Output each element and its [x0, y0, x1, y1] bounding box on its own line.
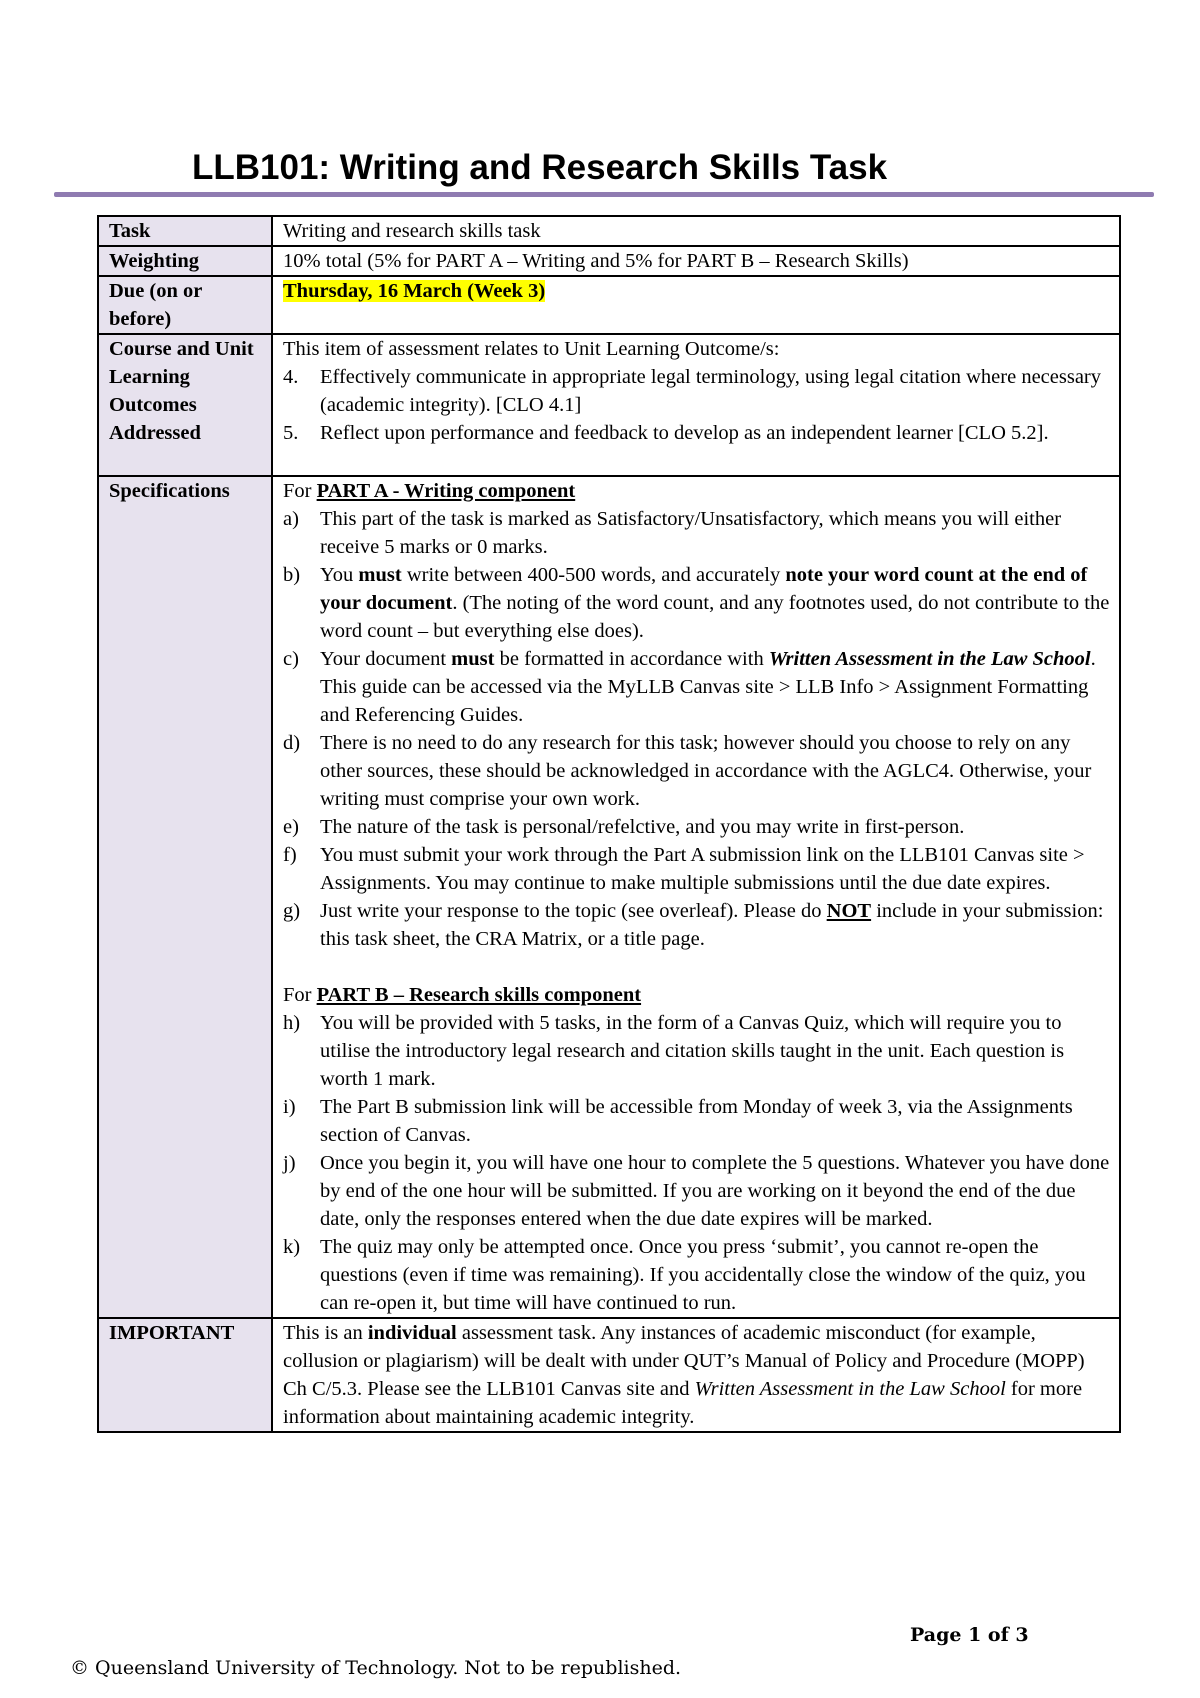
heading-text: PART B – Research skills component	[316, 984, 642, 1006]
table-row-task	[98, 216, 1120, 246]
table-row-weighting	[98, 246, 1120, 276]
heading-text: PART A - Writing component	[316, 480, 576, 502]
list-marker: d)	[283, 732, 301, 754]
page-total: 3	[1015, 1624, 1029, 1646]
list-marker: k)	[283, 1236, 301, 1258]
text-run: You	[320, 564, 359, 586]
spacer	[283, 953, 1111, 981]
list-item	[283, 419, 1111, 447]
text-run: . This guide can be accessed via the MyLLB Canvas site > LLB Info > Assignment Formatting and Referencing Guides.	[320, 648, 1096, 726]
heading-prefix: For	[283, 480, 317, 502]
page-prefix: Page	[910, 1624, 969, 1646]
heading-prefix: For	[283, 984, 317, 1006]
spacer	[283, 447, 1111, 475]
list-item	[283, 1009, 1111, 1093]
text-run: . (The noting of the word count, and any footnotes used, do not contribute to the word count – but everything else does).	[320, 592, 1110, 642]
row-value-outcomes	[272, 334, 1120, 476]
list-item	[283, 505, 1111, 561]
row-label-specifications: Specifications	[98, 476, 272, 1318]
list-marker: i)	[283, 1096, 296, 1118]
table-row-due	[98, 276, 1120, 334]
list-marker: h)	[283, 1012, 301, 1034]
list-item	[283, 561, 1111, 645]
list-item	[283, 897, 1111, 953]
list-text: There is no need to do any research for this task; however should you choose to rely on any other sources, these should be acknowledged in accordance with the AGLC4. Otherwise, your writing must comprise your own work.	[320, 732, 1092, 810]
title-divider	[54, 192, 1154, 197]
list-item	[283, 813, 1111, 841]
bold-run: individual	[367, 1322, 457, 1344]
row-label-weighting: Weighting	[98, 246, 272, 276]
text-run: write between 400-500 words, and accurately	[401, 564, 786, 586]
row-label-due: Due (on or before)	[98, 276, 272, 334]
list-marker: 4.	[283, 366, 299, 388]
list-marker: j)	[283, 1152, 296, 1174]
list-marker: c)	[283, 648, 299, 670]
page-current: 1	[968, 1624, 982, 1646]
list-item	[283, 729, 1111, 813]
list-item	[283, 645, 1111, 729]
list-marker: g)	[283, 900, 301, 922]
bold-underline-run: NOT	[826, 900, 872, 922]
list-text: The nature of the task is personal/refelctive, and you may write in first-person.	[320, 816, 965, 838]
page-of: of	[981, 1624, 1016, 1646]
list-marker: e)	[283, 816, 299, 838]
list-item	[283, 363, 1111, 419]
list-text: The Part B submission link will be accessible from Monday of week 3, via the Assignments section of Canvas.	[320, 1096, 1073, 1146]
list-text: You must submit your work through the Part A submission link on the LLB101 Canvas site > Assignments. You may continue to make multiple submissions until the due date expires.	[320, 844, 1085, 894]
text-run: Just write your response to the topic (see overleaf). Please do	[320, 900, 827, 922]
row-label-important: IMPORTANT	[98, 1318, 272, 1432]
text-run: include in your submission: this task sheet, the CRA Matrix, or a title page.	[320, 900, 1104, 950]
list-item	[283, 1093, 1111, 1149]
bold-run: must	[451, 648, 495, 670]
due-date-highlight: Thursday, 16 March (Week 3)	[283, 280, 546, 302]
text-run: be formatted in accordance with	[494, 648, 769, 670]
list-marker: a)	[283, 508, 299, 530]
list-text	[320, 561, 1111, 645]
copyright-notice: © Queensland University of Technology. Not to be republished.	[70, 1657, 682, 1679]
list-marker: f)	[283, 844, 297, 866]
list-text: Reflect upon performance and feedback to develop as an independent learner [CLO 5.2].	[320, 422, 1049, 444]
bold-run: must	[358, 564, 402, 586]
list-item	[283, 1149, 1111, 1233]
row-value-weighting: 10% total (5% for PART A – Writing and 5% for PART B – Research Skills)	[272, 246, 1120, 276]
page-title: LLB101: Writing and Research Skills Task	[192, 148, 888, 187]
list-item	[283, 1233, 1111, 1317]
row-value-important	[272, 1318, 1120, 1432]
row-value-due	[272, 276, 1120, 334]
page-number	[910, 1624, 1029, 1646]
text-run: assessment task. Any instances of academic misconduct (for example, collusion or plagiarism) will be dealt with under QUT’s Manual of Policy and Procedure (MOPP) Ch C/5.3. Please see the LLB101 Canvas site and	[283, 1322, 1085, 1400]
part-b-heading	[283, 981, 1111, 1009]
row-value-specifications	[272, 476, 1120, 1318]
list-text: Once you begin it, you will have one hour to complete the 5 questions. Whatever you have done by end of the one hour will be submitted. If you are working on it beyond the end of the due date, only the responses entered when the due date expires will be marked.	[320, 1152, 1110, 1230]
outcomes-list	[283, 363, 1111, 447]
part-b-list	[283, 1009, 1111, 1317]
row-label-task: Task	[98, 216, 272, 246]
list-text	[320, 645, 1111, 729]
list-text: This part of the task is marked as Satisfactory/Unsatisfactory, which means you will either receive 5 marks or 0 marks.	[320, 508, 1062, 558]
table-row-important	[98, 1318, 1120, 1432]
list-item	[283, 841, 1111, 897]
row-label-outcomes: Course and Unit Learning Outcomes Addressed	[98, 334, 272, 476]
part-a-list	[283, 505, 1111, 953]
row-value-task: Writing and research skills task	[272, 216, 1120, 246]
list-text	[320, 897, 1111, 953]
list-marker: b)	[283, 564, 301, 586]
list-text: You will be provided with 5 tasks, in the form of a Canvas Quiz, which will require you to utilise the introductory legal research and citation skills taught in the unit. Each question is worth 1 mark.	[320, 1012, 1065, 1090]
text-run: for more information about maintaining academic integrity.	[283, 1378, 1083, 1428]
text-run: Your document	[320, 648, 452, 670]
part-a-heading	[283, 477, 1111, 505]
table-row-specifications	[98, 476, 1120, 1318]
outcomes-intro: This item of assessment relates to Unit Learning Outcome/s:	[283, 338, 780, 360]
list-marker: 5.	[283, 422, 299, 444]
list-text: The quiz may only be attempted once. Once you press ‘submit’, you cannot re-open the questions (even if time was remaining). If you accidentally close the window of the quiz, you can re-open it, but time will have continued to run.	[320, 1236, 1086, 1314]
table-row-outcomes	[98, 334, 1120, 476]
italic-run: Written Assessment in the Law School	[694, 1378, 1006, 1400]
task-details-table	[97, 215, 1121, 1433]
list-text: Effectively communicate in appropriate legal terminology, using legal citation where necessary (academic integrity). [CLO 4.1]	[320, 366, 1101, 416]
bold-run: note your word count at the end of your document	[320, 564, 1088, 614]
bold-italic-run: Written Assessment in the Law School	[768, 648, 1091, 670]
text-run: This is an	[283, 1322, 368, 1344]
